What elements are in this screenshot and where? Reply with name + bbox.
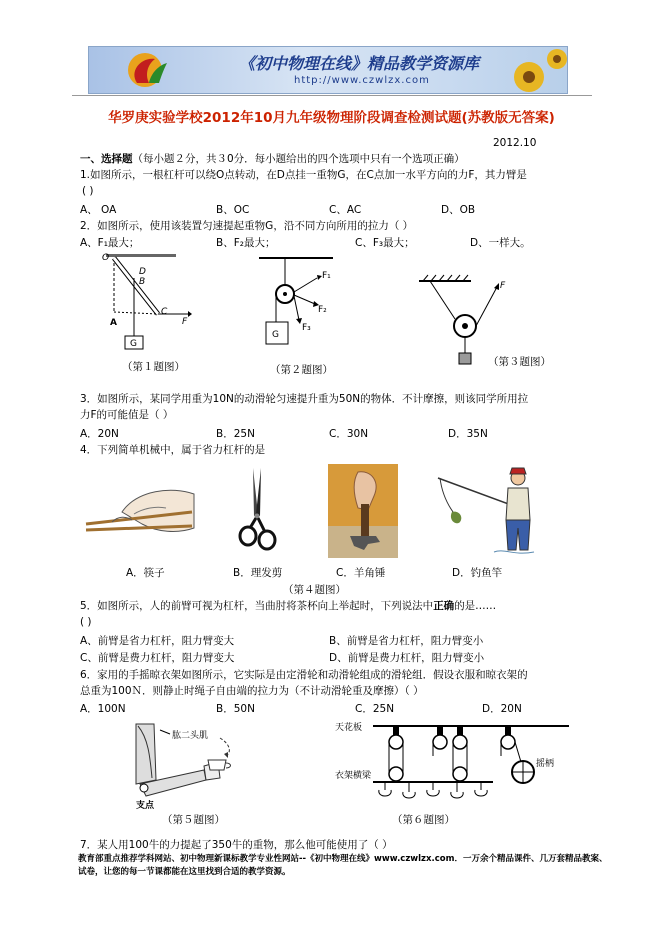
q6-option-d: D．20N bbox=[482, 703, 522, 715]
q5-text bbox=[80, 599, 496, 613]
q4-label-a: A．筷子 bbox=[126, 567, 165, 579]
q6-option-c: C．25N bbox=[355, 703, 395, 715]
section-heading: 一、选择题 bbox=[80, 153, 133, 165]
q4-text: 4．下列简单机械中，属于省力杠杆的是 bbox=[80, 444, 266, 456]
q1-option-c: C、AC bbox=[329, 204, 362, 216]
document-title: 华罗庚实验学校2012年10月九年级物理阶段调查检测试题(苏教版无答案) bbox=[108, 110, 555, 126]
q3-option-a: A．20N bbox=[80, 428, 119, 440]
figure-1-lever bbox=[92, 252, 192, 352]
fig1-label-f: F bbox=[182, 317, 188, 327]
q3-text: 3．如图所示，某同学用重为10N的动滑轮匀速提升重为50N的物体．不计摩擦，则该同学所用拉 bbox=[80, 393, 529, 405]
q1-option-d: D、OB bbox=[441, 204, 476, 216]
fig2-label-f3: F₃ bbox=[302, 323, 311, 333]
fig1-label-d: D bbox=[139, 267, 146, 277]
section-note: （每小题２分，共３0分．每小题给出的四个选项中只有一个选项正确） bbox=[132, 153, 465, 165]
caption-fig-5: （第５题图） bbox=[162, 814, 225, 826]
fig1-label-g: G bbox=[130, 339, 137, 349]
q5-option-b: B、前臂是省力杠杆，阻力臂变小 bbox=[329, 635, 484, 647]
fig1-label-o: O bbox=[102, 253, 110, 263]
q6-text: 6．家用的手摇晾衣架如图所示，它实际是由定滑轮和动滑轮组成的滑轮组．假设衣服和晾衣架的 bbox=[80, 669, 528, 681]
claw-hammer-image bbox=[328, 464, 398, 558]
fig5-label-pivot: 支点 bbox=[136, 801, 155, 811]
q1-option-b: B、OC bbox=[216, 204, 250, 216]
q5-text-pre: 5．如图所示，人的前臂可视为杠杆，当曲肘将茶杯向上举起时，下列说法中 bbox=[80, 600, 434, 612]
fishing-rod-image bbox=[434, 464, 540, 564]
banner-title: 《初中物理在线》精品教学资源库 bbox=[239, 54, 480, 73]
q2-option-d: D、一样大。 bbox=[470, 237, 531, 249]
banner-url[interactable]: http://www.czwlzx.com bbox=[294, 75, 430, 86]
date: 2012.10 bbox=[493, 137, 537, 149]
q6-option-b: B．50N bbox=[216, 703, 255, 715]
fig2-label-f1: F₁ bbox=[322, 271, 331, 281]
fig1-label-a: A bbox=[110, 318, 117, 328]
fig6-label-beam: 衣架横梁 bbox=[335, 771, 372, 781]
q1-option-a: A、 OA bbox=[80, 204, 117, 216]
q5-answer-blank: ( ) bbox=[80, 616, 92, 628]
figure-5-forearm bbox=[122, 722, 242, 812]
caption-fig-2: （第２题图） bbox=[270, 364, 333, 376]
q5-option-c: C、前臂是费力杠杆，阻力臂变大 bbox=[80, 652, 235, 664]
fig5-label-muscle: 肱二头肌 bbox=[172, 731, 209, 741]
caption-fig-6: （第６题图） bbox=[392, 814, 455, 826]
fig2-label-g: G bbox=[272, 330, 279, 340]
q5-text-post: 的是…… bbox=[454, 600, 497, 612]
footer-ad: 教育部重点推荐学科网站、初中物理新课标教学专业性网站--《初中物理在线》www.czwlzx.com．一万余个精品课件、几万套精品教案、试卷，让您的每一节课都能在这里找到合适的教学资源。 bbox=[78, 854, 608, 877]
q5-option-d: D、前臂是费力杠杆，阻力臂变小 bbox=[329, 652, 485, 664]
fig3-label-f: F bbox=[500, 281, 506, 291]
caption-fig-3: （第３题图） bbox=[488, 356, 551, 368]
q2-text: 2．如图所示，使用该装置匀速提起重物G，沿不同方向所用的拉力（ ） bbox=[80, 220, 414, 232]
q6-text-cont: 总重为100Ｎ．则静止时绳子自由端的拉力为（不计动滑轮重及摩擦）（ ） bbox=[80, 685, 424, 697]
fig6-label-ceiling: 天花板 bbox=[335, 723, 363, 733]
q2-option-c: C、F₃最大； bbox=[355, 237, 415, 249]
figure-6-clothes-rack bbox=[333, 716, 573, 816]
caption-fig-1: （第１题图） bbox=[122, 361, 185, 373]
q3-option-b: B．25N bbox=[216, 428, 255, 440]
fig6-label-crank: 摇柄 bbox=[536, 759, 555, 769]
caption-fig-4: （第４题图） bbox=[283, 584, 346, 596]
q2-option-b: B、F₂最大； bbox=[216, 237, 276, 249]
q3-option-c: C．30N bbox=[329, 428, 369, 440]
fig2-label-f2: F₂ bbox=[318, 305, 327, 315]
header-divider bbox=[72, 95, 592, 96]
q4-label-d: D．钓鱼竿 bbox=[452, 567, 503, 579]
q2-option-a: A、F₁最大； bbox=[80, 237, 140, 249]
q4-label-c: C．羊角锤 bbox=[336, 567, 386, 579]
q5-text-emphasis: 正确 bbox=[433, 600, 455, 612]
q7-text: 7．某人用100牛的力提起了350牛的重物，那么他可能使用了（ ） bbox=[80, 839, 393, 851]
q6-option-a: A．100N bbox=[80, 703, 126, 715]
scissors-image bbox=[236, 466, 280, 556]
q1-text: 1.如图所示，一根杠杆可以绕O点转动，在D点挂一重物G，在C点加一水平方向的力F，其力臂是 bbox=[80, 169, 527, 181]
q5-option-a: A、前臂是省力杠杆，阻力臂变大 bbox=[80, 635, 235, 647]
figure-2-pulley bbox=[255, 254, 345, 354]
fig1-label-c: C bbox=[161, 307, 168, 317]
q3-option-d: D．35N bbox=[448, 428, 488, 440]
q3-text-cont: 力F的可能值是（ ） bbox=[80, 409, 174, 421]
header-banner bbox=[88, 46, 568, 94]
q1-answer-blank: ( ) bbox=[82, 185, 94, 197]
chopsticks-image bbox=[82, 484, 200, 544]
section-heading-line bbox=[80, 152, 465, 166]
q4-label-b: B．理发剪 bbox=[233, 567, 283, 579]
fig1-label-b: B bbox=[139, 277, 146, 287]
